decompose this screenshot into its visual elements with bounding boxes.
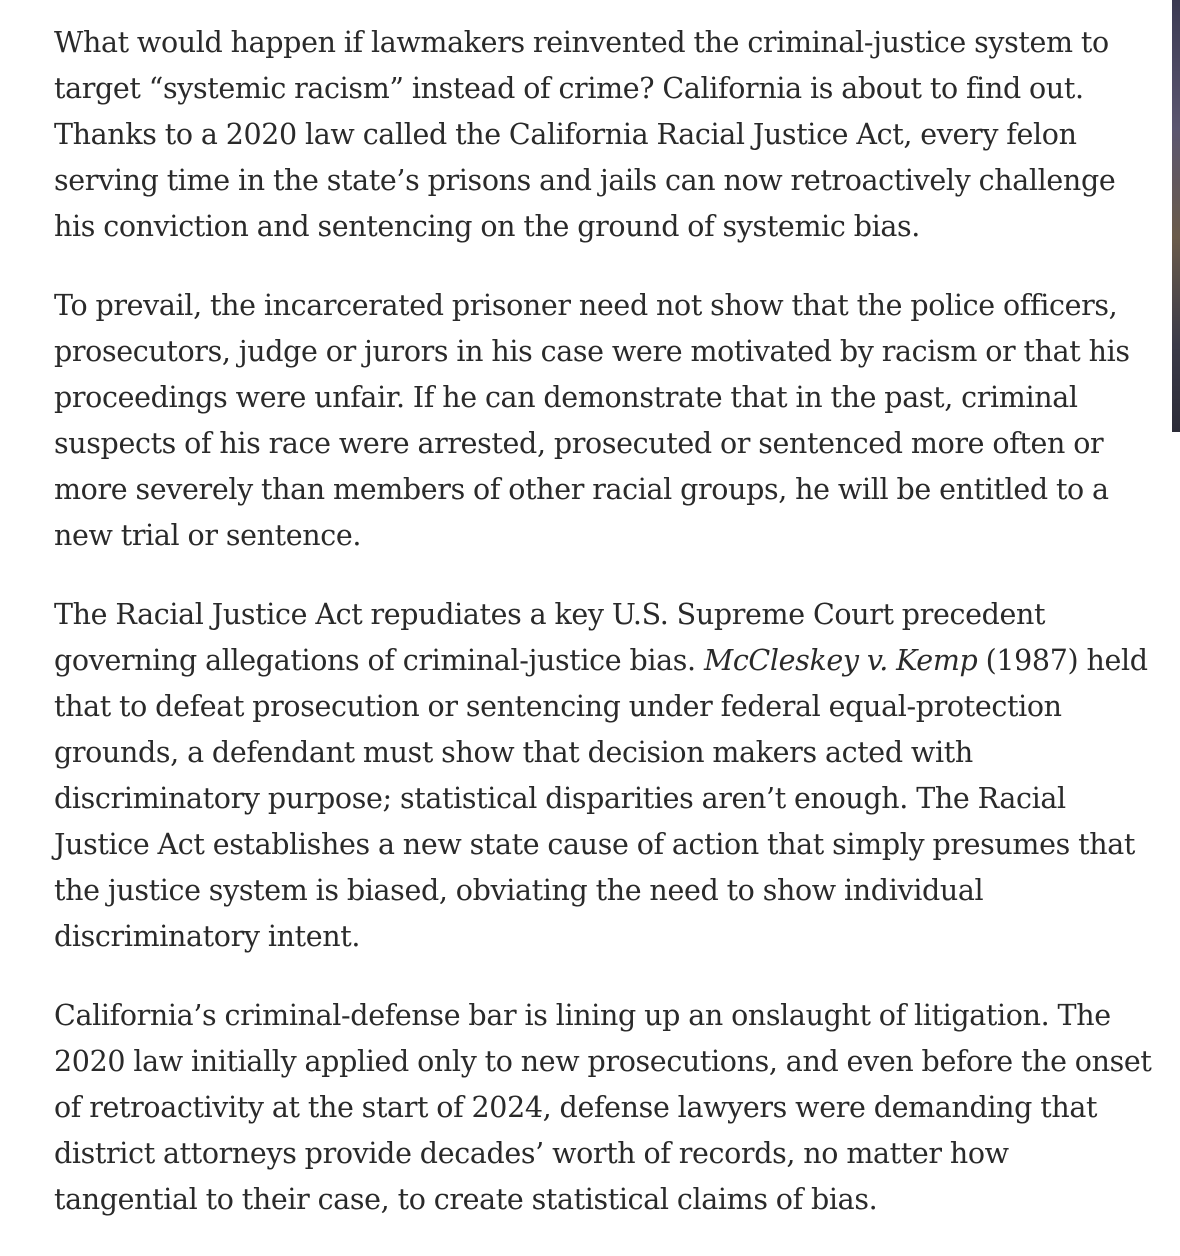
paragraph-2: To prevail, the incarcerated prisoner need not show that the police officers, prosecutors, judge or jurors in his case were motivated by racism or that his proceedings were unfair. If he can demonstrate that in the past, criminal suspects of his race were arrested, prosecuted or sentenced more often or more severely than members of other racial groups, he will be entitled to a new trial or sentence. — [54, 289, 1130, 552]
paragraph-4: California’s criminal-defense bar is lining up an onslaught of litigation. The 2020 law initially applied only to new prosecutions, and even before the onset of retroactivity at the start of 2024, defense lawyers were demanding that district attorneys provide decades’ worth of records, no matter how tangential to their case, to create statistical claims of bias. — [54, 999, 1152, 1216]
adjacent-image-edge — [1172, 0, 1180, 432]
case-citation: McCleskey v. Kemp — [703, 644, 978, 677]
paragraph-3-text-start: The Racial Justice Act repudiates a key U.S. Supreme Court precedent governing allegations of criminal-justice bias. — [54, 598, 1046, 677]
paragraph-3-text-end: (1987) held that to defeat prosecution or sentencing under federal equal-protection grounds, a defendant must show that decision makers acted with discriminatory purpose; statistical disparities aren’t enough. The Racial Justice Act establishes a new state cause of action that simply presumes that the justice system is biased, obviating the need to show individual discriminatory intent. — [54, 644, 1148, 953]
paragraph-1: What would happen if lawmakers reinvented the criminal-justice system to target “systemic racism” instead of crime? California is about to find out. Thanks to a 2020 law called the California Racial Justice Act, every felon serving time in the state’s prisons and jails can now retroactively challenge his conviction and sentencing on the ground of systemic bias. — [54, 26, 1116, 243]
paragraph-3 — [54, 592, 1154, 960]
article-body — [54, 20, 1154, 1256]
